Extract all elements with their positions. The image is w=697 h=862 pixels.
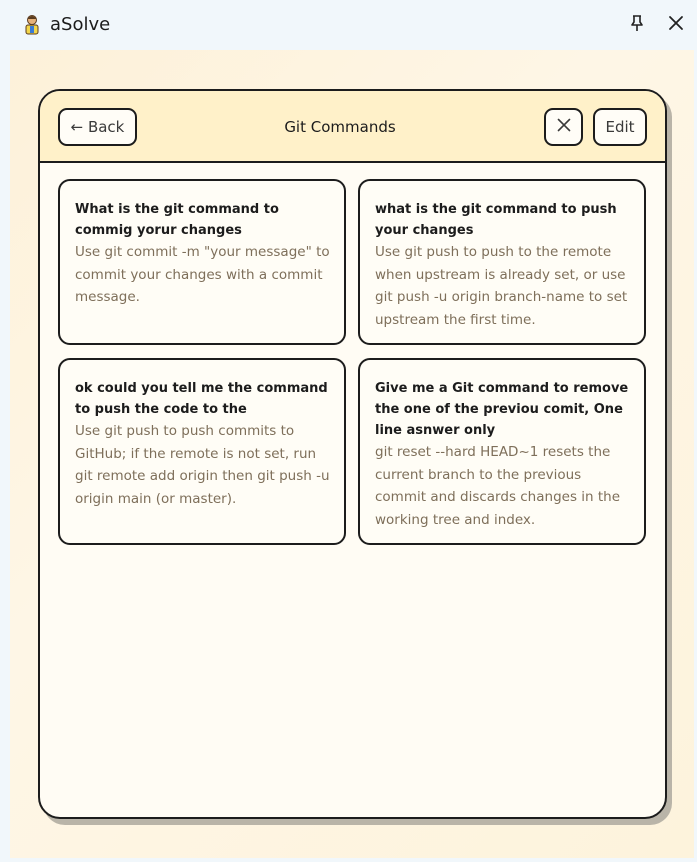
card-answer: Use git push to push commits to GitHub; if the remote is not set, run git remote add origin then git push -u origin main (or master). [75,423,330,507]
close-icon [668,15,684,35]
command-card[interactable] [358,179,646,345]
edit-button[interactable]: Edit [593,108,647,146]
command-card[interactable] [58,179,346,345]
app-logo-icon [22,14,42,36]
card-answer: git reset --hard HEAD~1 resets the current branch to the previous commit and discards changes in the working tree and index. [375,444,621,528]
command-card[interactable] [58,358,346,545]
card-question: Give me a Git command to remove the one of the previou comit, One line asnwer only [375,381,629,438]
card-answer: Use git push to push to the remote when upstream is already set, or use git push -u origin branch-name to set upstream the first time. [375,244,628,328]
card-question: What is the git command to commig yorur changes [75,202,279,238]
panel-title: Git Commands [284,118,396,136]
back-button[interactable]: ← Back [58,108,137,146]
panel-header [40,91,665,163]
pin-icon [629,14,645,36]
command-card[interactable] [358,358,646,545]
app-title: aSolve [50,14,111,35]
close-panel-button[interactable] [544,108,583,146]
commands-panel [38,89,667,819]
card-answer: Use git commit -m "your message" to commit your changes with a commit message. [75,244,330,305]
close-window-button[interactable] [665,14,687,36]
close-icon [557,118,571,136]
card-question: what is the git command to push your changes [375,202,617,238]
card-question: ok could you tell me the command to push the code to the [75,381,328,417]
pin-button[interactable] [626,14,648,36]
window-titlebar [0,0,697,50]
